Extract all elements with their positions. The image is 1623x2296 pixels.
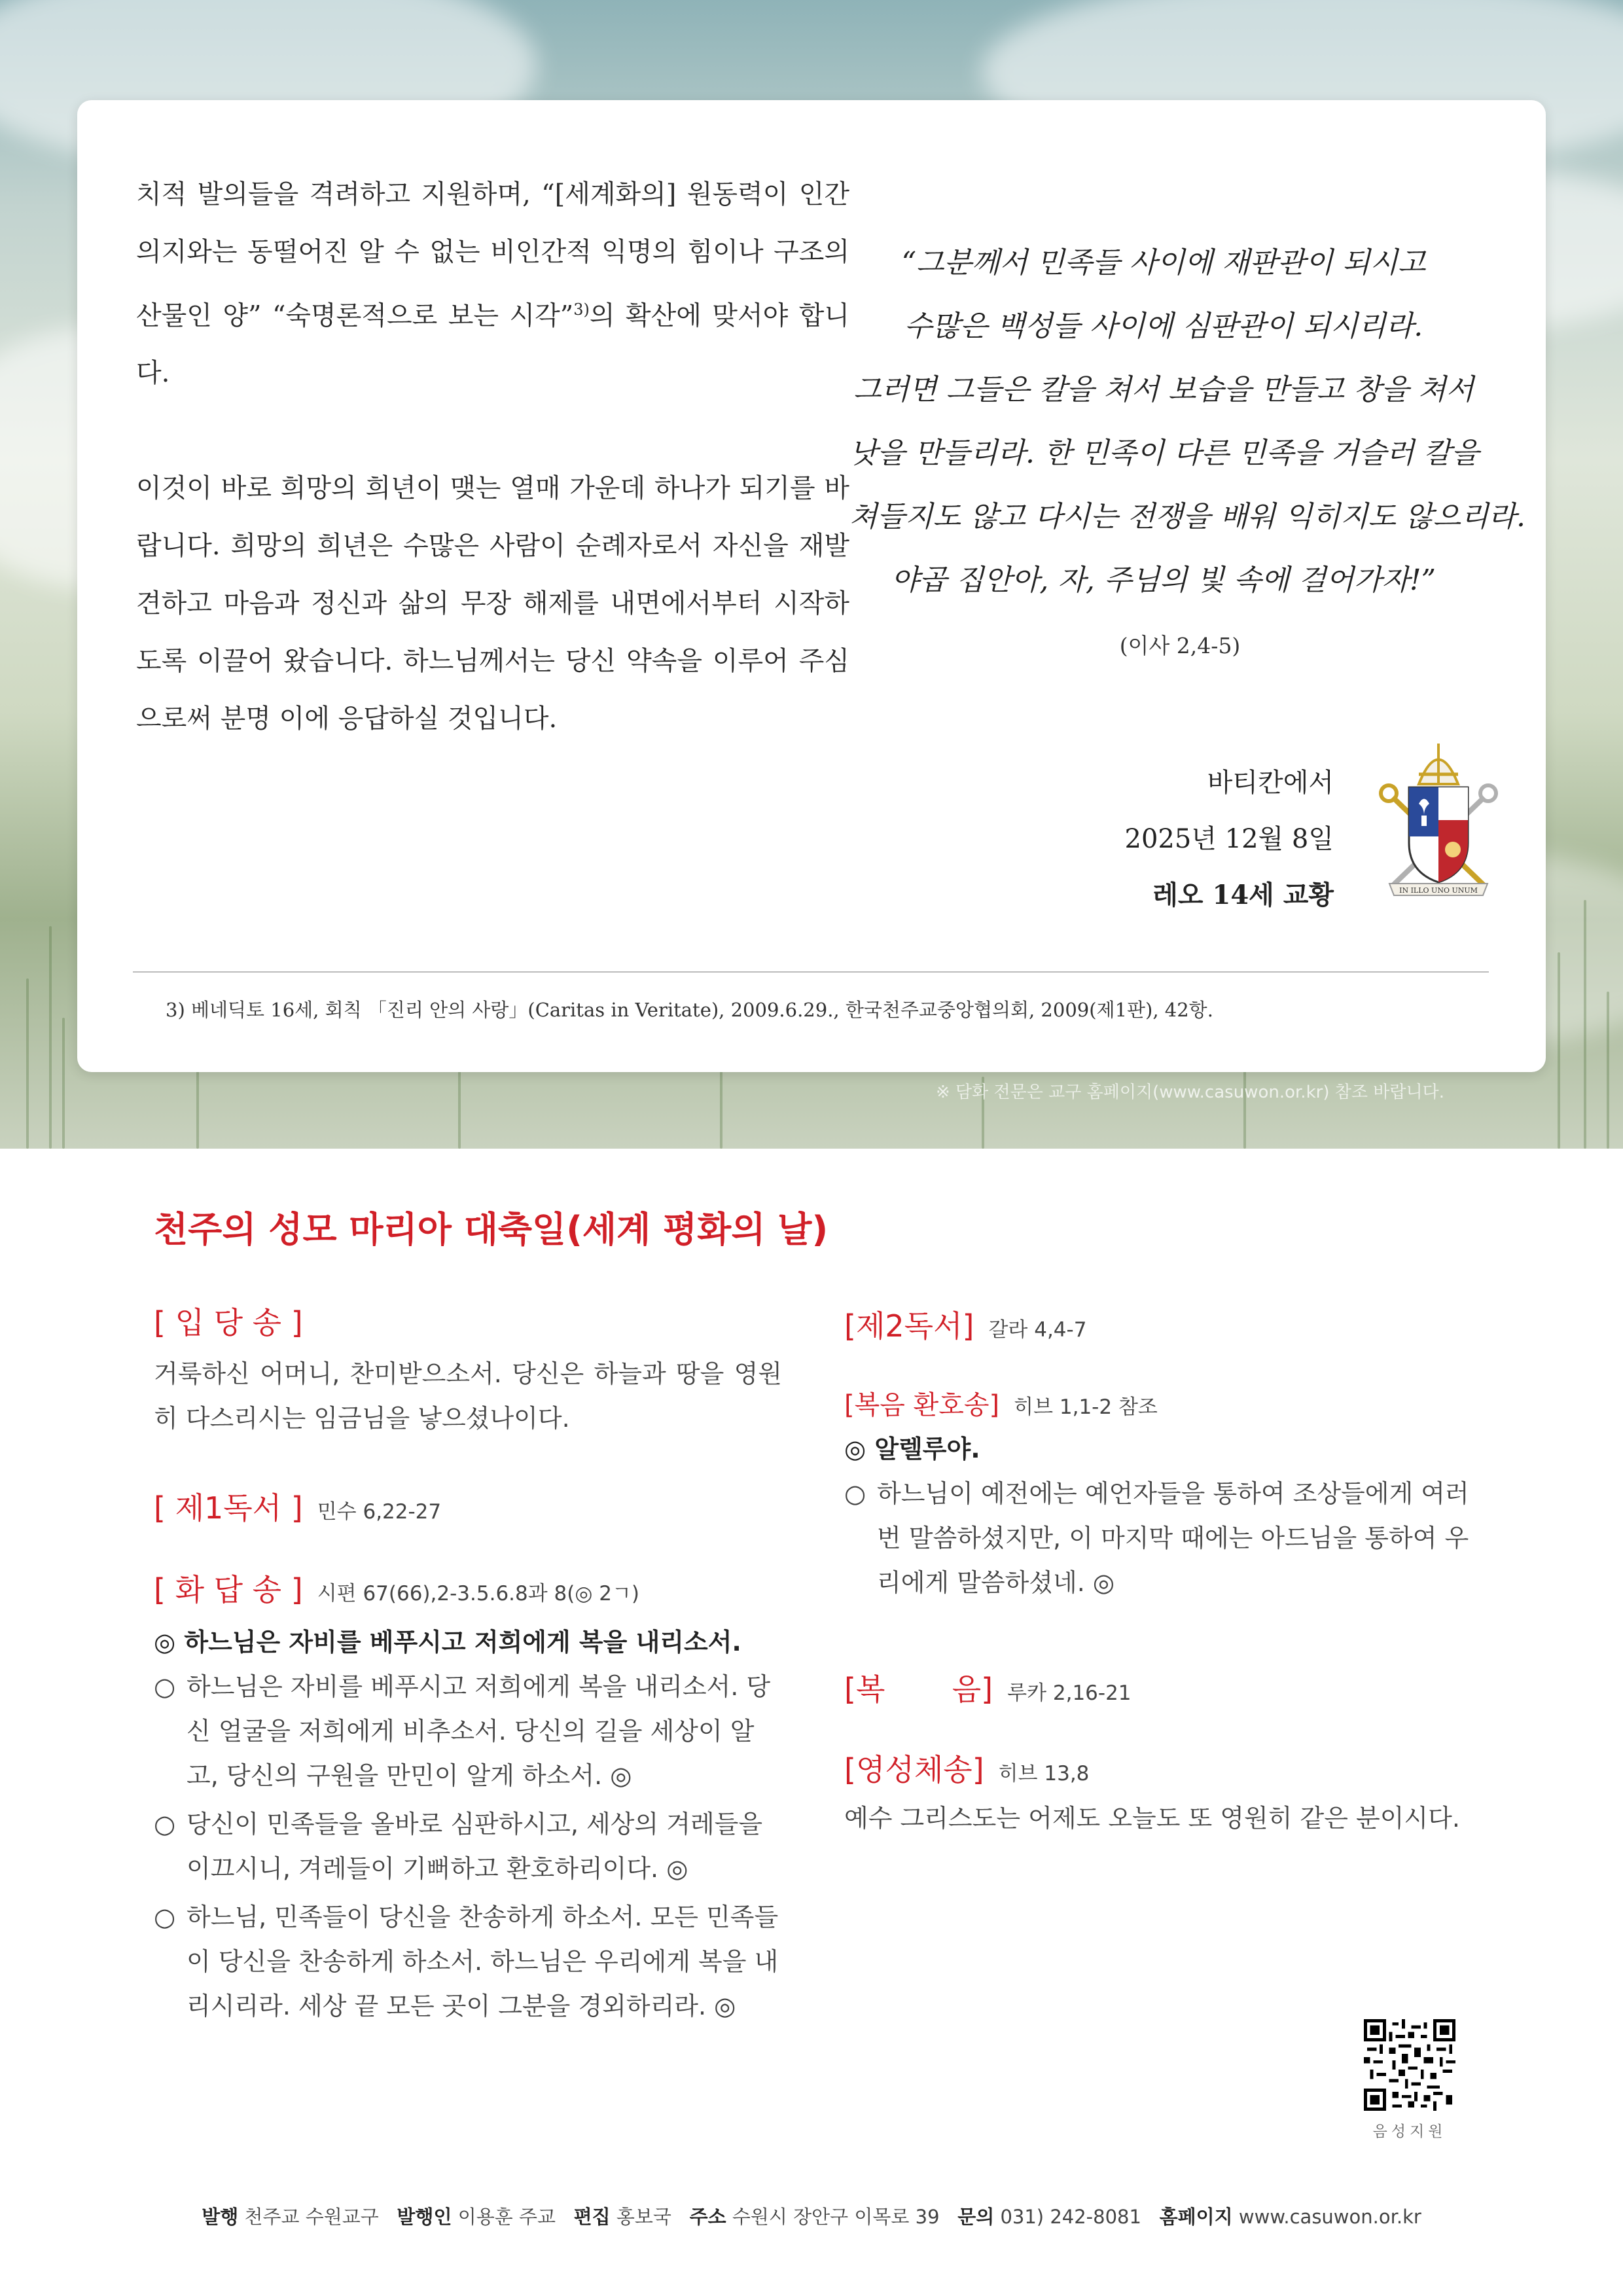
first-reading-label: [ 제1독서 ] [154,1490,303,1526]
svg-text:IN ILLO UNO UNUM: IN ILLO UNO UNUM [1399,886,1478,895]
second-reading-ref: 갈라 4,4-7 [988,1318,1087,1342]
qr-code-icon[interactable] [1364,2019,1455,2111]
first-reading-ref: 민수 6,22-27 [317,1500,442,1524]
communion-label: [영성체송] [844,1752,984,1787]
acclamation-response: ◎ 알렐루야. [844,1435,980,1463]
acclamation-verse: ○ 하느님이 예전에는 예언자들을 통하여 조상들에게 여러 번 말씀하셨지만, 이 마지막 때에는 아드님을 통하여 우리에게 말씀하셨네. ◎ [844,1479,1469,1597]
hero-credit-text: ※ 담화 전문은 교구 홈페이지(www.casuwon.or.kr) 참조 바랍니다. [936,1083,1444,1102]
qr-caption: 음성지원 [1372,2123,1447,2140]
psalm-block [154,1566,782,2028]
quote-line: 그러면 그들은 칼을 쳐서 보습을 만들고 창을 쳐서 [853,373,1474,406]
entrance-label: [ 입 당 송 ] [154,1305,303,1340]
gospel-block [844,1666,1472,1709]
sign-place: 바티칸에서 [1207,768,1334,798]
psalm-ref: 시편 67(66),2-3.5.6.8과 8(◎ 2ㄱ) [317,1582,640,1605]
psalm-label: [ 화 답 송 ] [154,1572,303,1607]
liturgy-title: 천주의 성모 마리아 대축일(세계 평화의 날) [154,1209,829,1250]
letter-paragraph-1: 치적 발의들을 격려하고 지원하며, “[세계화의] 원동력이 인간 의지와는 동떨어진 알 수 없는 비인간적 익명의 힘이나 구조의 산물인 양” “숙명론적으로 보는 시각”$^{3)}$의 확산에 맞서야 합니다. [136,179,849,389]
sign-name: 레오 14세 교황 [1152,880,1334,910]
colophon: 발행 천주교 수원교구 발행인 이용훈 주교 편집 홍보국 주소 수원시 장안구 이목로 39 문의 031) 242-8081 홈페이지 www.casuwon.or.kr [202,2206,1421,2228]
scripture-quote [849,231,1525,612]
sign-date: 2025년 12월 8일 [1124,824,1334,854]
homepage-link[interactable]: www.casuwon.or.kr [1238,2206,1421,2228]
signature-block [1020,755,1334,924]
quote-reference: (이사 2,4-5) [1119,633,1241,658]
psalm-response: ◎ 하느님은 자비를 베푸시고 저희에게 복을 내리소서. [154,1628,741,1657]
psalm-verse: ○ 하느님, 민족들이 당신을 찬송하게 하소서. 모든 민족들이 당신을 찬송하게 하소서. 하느님은 우리에게 복을 내리시리라. 세상 끝 모든 곳이 그분을 경외하리라. ◎ [154,1903,779,2020]
quote-line: “그분께서 민족들 사이에 재판관이 되시고 [901,246,1426,279]
communion-text: 예수 그리스도는 어제도 오늘도 또 영원히 같은 분이시다. [844,1804,1460,1833]
entrance-antiphon-block [154,1299,782,1441]
footnote: 3) 베네딕토 16세, 회칙 「진리 안의 사랑」(Caritas in Veritate), 2009.6.29., 한국천주교중앙협의회, 2009(제1판), 42항. [166,999,1213,1021]
second-reading-label: [제2독서] [844,1308,974,1344]
first-reading-block [154,1484,782,1528]
letter-card [77,100,1546,1072]
gospel-label: [복 음] [844,1672,993,1707]
letter-body [136,166,849,805]
papal-coat-of-arms-icon [1373,738,1504,908]
quote-line: 쳐들지도 않고 다시는 전쟁을 배워 익히지도 않으리라. [849,500,1525,533]
second-reading-block [844,1302,1472,1346]
quote-line: 낫을 만들리라. 한 민족이 다른 민족을 거슬러 칼을 [849,437,1479,470]
quote-line: 수많은 백성들 사이에 심판관이 되시리라. [904,310,1423,343]
communion-ref: 히브 13,8 [998,1762,1090,1785]
entrance-text: 거룩하신 어머니, 찬미받으소서. 당신은 하늘과 땅을 영원히 다스리시는 임금님을 낳으셨나이다. [154,1359,782,1433]
psalm-verse: ○ 하느님은 자비를 베푸시고 저희에게 복을 내리소서. 당신 얼굴을 저희에게 비추소서. 당신의 길을 세상이 알고, 당신의 구원을 만민이 알게 하소서. ◎ [154,1672,771,1790]
acclamation-ref: 히브 1,1-2 참조 [1014,1395,1158,1419]
footnote-ref: 3) [573,300,590,319]
acclamation-label: [복음 환호송] [844,1390,1000,1420]
quote-line: 야곱 집안아, 자, 주님의 빛 속에 걸어가자!” [891,564,1436,597]
communion-block [844,1746,1472,1840]
footnote-divider [133,971,1489,973]
letter-paragraph-2: 이것이 바로 희망의 희년이 맺는 열매 가운데 하나가 되기를 바랍니다. 희망의 희년은 수많은 사람이 순례자로서 자신을 재발견하고 마음과 정신과 삶의 무장 해제를 내면에서부터 시작하도록 이끌어 왔습니다. 하느님께서는 당신 약속을 이루어 주심으로써 분명 이에 응답하실 것입니다. [136,473,849,734]
psalm-verse: ○ 당신이 민족들을 올바로 심판하시고, 세상의 겨레들을 이끄시니, 겨레들이 기뻐하고 환호하리이다. ◎ [154,1810,763,1883]
gospel-acclamation-block [844,1384,1472,1605]
gospel-ref: 루카 2,16-21 [1007,1681,1132,1705]
